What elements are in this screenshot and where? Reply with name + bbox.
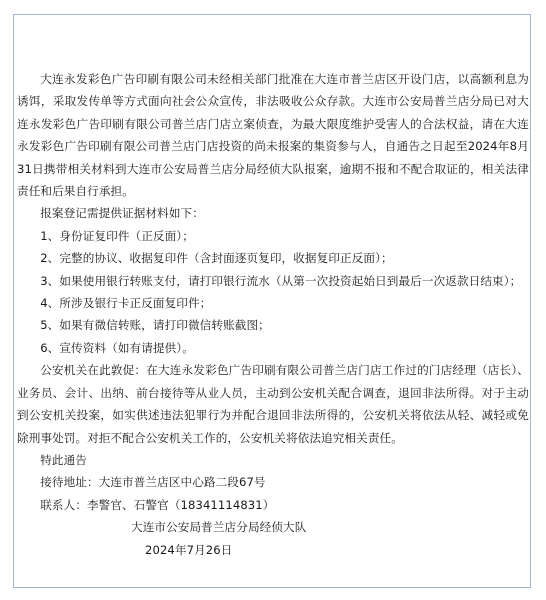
reception-address: 接待地址：大连市普兰店区中心路二段67号 <box>40 475 266 490</box>
closing-line: 特此通告 <box>40 452 87 467</box>
material-item-4: 4、所涉及银行卡正反面复印件； <box>40 296 212 311</box>
contact-persons: 联系人：李警官、石警官（18341114831） <box>40 497 275 512</box>
notice-body <box>17 68 529 561</box>
material-item-5: 5、如果有微信转账，请打印微信转账截图； <box>40 318 270 333</box>
material-item-6: 6、宣传资料（如有请提供）。 <box>40 340 194 355</box>
issue-date: 2024年7月26日 <box>145 542 233 557</box>
issuer-signature: 大连市公安局普兰店分局经侦大队 <box>131 520 307 535</box>
material-item-3: 3、如果使用银行转账支付，请打印银行流水（从第一次投资起始日到最后一次返款日结束）； <box>40 273 522 288</box>
notice-paragraph-2: 公安机关在此敦促：在大连永发彩色广告印刷有限公司普兰店门店工作过的门店经理（店长）、业务员、会计、出纳、前台接待等从业人员，主动到公安机关配合调查，退回非法所得。对于主动到公安机关投案，如实供述违法犯罪行为并配合退回非法所得的，公安机关将依法从轻、减轻或免除刑事处罚。对拒不配合公安机关工作的，公安机关将依法追究相关责任。 <box>17 363 529 445</box>
notice-paragraph-1: 大连永发彩色广告印刷有限公司未经相关部门批准在大连市普兰店区开设门店，以高额利息为诱饵，采取发传单等方式面向社会公众宣传，非法吸收公众存款。大连市公安局普兰店分局已对大连永发彩色广告印刷有限公司普兰店门店立案侦查，为最大限度维护受害人的合法权益，请在大连永发彩色广告印刷有限公司普兰店门店投资的尚未报案的集资参与人，自通告之日起至2024年8月31日携带相关材料到大连市公安局普兰店分局经侦大队报案，逾期不报和不配合取证的，相关法律责任和后果自行承担。 <box>17 72 529 199</box>
materials-intro: 报案登记需提供证据材料如下： <box>40 206 204 221</box>
material-item-2: 2、完整的协议、收据复印件（含封面逐页复印，收据复印正反面）； <box>40 251 393 266</box>
material-item-1: 1、身份证复印件（正反面）； <box>40 228 194 243</box>
